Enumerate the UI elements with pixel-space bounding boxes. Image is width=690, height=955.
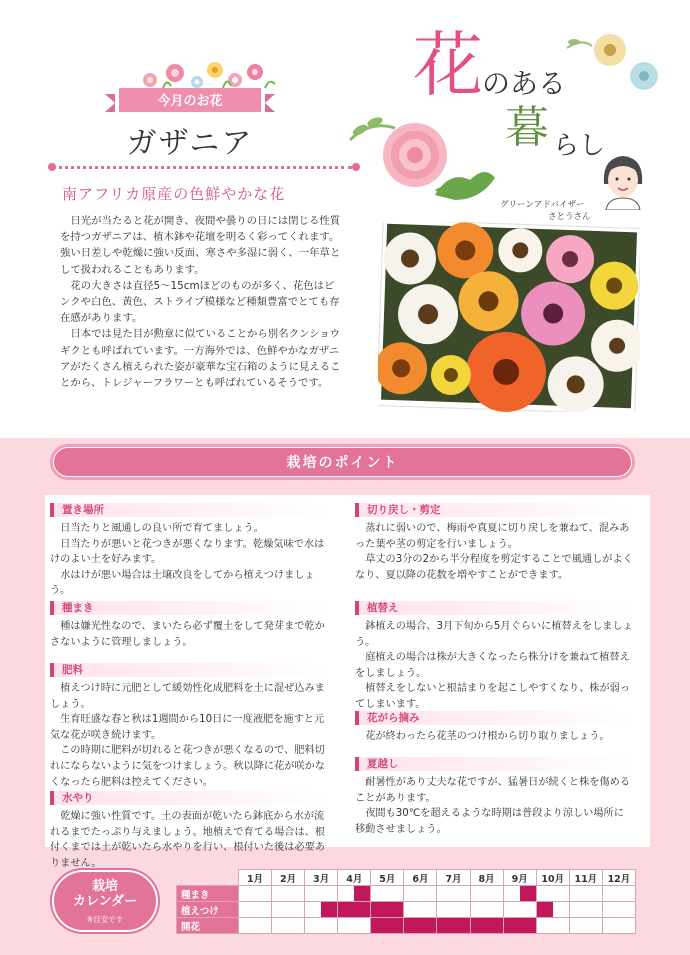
calendar-month-header: 4月 <box>338 870 371 886</box>
calendar-cell <box>371 918 404 934</box>
month-flower-ribbon <box>105 88 275 114</box>
calendar-cell <box>470 902 503 918</box>
calendar-cell <box>470 918 503 934</box>
section-body <box>355 775 633 837</box>
calendar-cell <box>371 902 404 918</box>
calendar-cell <box>470 886 503 902</box>
section-body <box>355 521 633 601</box>
advisor-role: グリーンアドバイザー <box>500 200 585 210</box>
title-noaru: のある <box>482 67 567 100</box>
flower-name-heading: ガザニア <box>126 126 254 161</box>
calendar-period-fill <box>371 918 403 933</box>
calendar-month-header: 2月 <box>272 870 305 886</box>
calendar-cell <box>272 902 305 918</box>
calendar-cell <box>569 886 602 902</box>
calendar-row <box>177 918 636 934</box>
calendar-cell <box>305 902 338 918</box>
points-left-column <box>50 503 328 871</box>
calendar-month-header: 3月 <box>305 870 338 886</box>
calendar-cell <box>437 886 470 902</box>
month-flower-label: 今月のお花 <box>157 94 223 109</box>
calendar-cell <box>404 886 437 902</box>
section-paragraph: 鉢植えの場合、3月下旬から5月ぐらいに植替えをしましょう。 <box>355 621 633 648</box>
calendar-month-header: 12月 <box>602 870 635 886</box>
section-paragraph: 草丈の3分の2から半分程度を剪定することで風通しがよくなり、夏以降の花数を増やすことができます。 <box>355 554 633 581</box>
calendar-cell <box>239 918 272 934</box>
calendar-badge-title: 栽培 <box>91 879 118 894</box>
calendar-month-header: 8月 <box>470 870 503 886</box>
calendar-cell <box>503 886 536 902</box>
section-paragraph: 日当たりと風通しの良い所で育てましょう。 <box>60 523 264 534</box>
calendar-period-fill <box>338 902 370 917</box>
section-paragraph: 夜間も30℃を超えるような時期は普段より涼しい場所に移動させましょう。 <box>355 808 624 835</box>
advisor-avatar <box>598 150 648 210</box>
calendar-cell <box>338 902 371 918</box>
calendar-cell <box>569 902 602 918</box>
calendar-cell <box>272 886 305 902</box>
calendar-month-header: 7月 <box>437 870 470 886</box>
calendar-month-header: 6月 <box>404 870 437 886</box>
calendar-month-header: 5月 <box>371 870 404 886</box>
calendar-period-fill <box>371 902 403 917</box>
section-paragraph: 植えつけ時に元肥として緩効性化成肥料を土に混ぜ込みましょう。 <box>50 683 325 710</box>
section-heading: 水やり <box>50 791 328 805</box>
calendar-period-fill <box>354 886 370 901</box>
calendar-row <box>177 902 636 918</box>
points-right-column <box>355 503 633 837</box>
section-paragraph: 蒸れに弱いので、梅雨や真夏に切り戻しを兼ねて、混みあった葉や茎の剪定を行いましょう。 <box>355 523 630 550</box>
section-heading: 花がら摘み <box>355 711 633 725</box>
calendar-badge <box>52 870 158 932</box>
calendar-cell <box>602 886 635 902</box>
calendar-cell <box>338 886 371 902</box>
section-paragraph: 乾燥に強い性質です。土の表面が乾いたら鉢底から水が流れるまでたっぷり与えましょう。地植えで育てる場合は、根付くまでは土が乾いたら水やりを行い、根付いた後は必要ありません。 <box>50 811 326 869</box>
section-body <box>355 729 633 757</box>
calendar-table <box>176 869 636 934</box>
advisor-name: さとうさん <box>548 212 591 222</box>
calendar-month-header: 10月 <box>536 870 569 886</box>
calendar-cell <box>239 902 272 918</box>
calendar-row-label: 開花 <box>177 918 239 934</box>
intro-subheading: 南アフリカ原産の色鮮やかな花 <box>62 185 286 203</box>
section-heading: 切り戻し・剪定 <box>355 503 633 517</box>
points-panel <box>45 495 650 869</box>
section-paragraph: 庭植えの場合は株が大きくなったら株分けを兼ねて植替えをしましょう。 <box>355 652 630 679</box>
calendar-badge-title: カレンダー <box>72 894 138 909</box>
intro-paragraph: 日光が当たると花が開き、夜間や曇りの日には閉じる性質を持つガザニアは、植木鉢や花壇を明るく彩ってくれます。強い日差しや乾燥に強い反面、寒さや多湿に弱く、一年草として扱われることもあります。 <box>60 215 341 276</box>
calendar-month-header: 9月 <box>503 870 536 886</box>
cultivation-calendar <box>176 869 636 935</box>
calendar-cell <box>404 918 437 934</box>
calendar-badge-note: ※目安です <box>86 915 124 924</box>
section-paragraph: 生育旺盛な春と秋は1週間から10日に一度液肥を施すと元気な花が咲き続けます。 <box>50 714 325 741</box>
calendar-period-fill <box>404 918 436 933</box>
calendar-cell <box>536 902 569 918</box>
calendar-row-label: 種まき <box>177 886 239 902</box>
section-paragraph: この時期に肥料が切れると花つきが悪くなるので、肥料切れにならないように気をつけましょう。秋以降に花が咲かなくなったら肥料は控えてください。 <box>50 745 326 788</box>
calendar-corner <box>177 870 239 886</box>
section-heading: 種まき <box>50 601 328 615</box>
calendar-cell <box>503 902 536 918</box>
section-paragraph: 植替えをしないと根詰まりを起こしやすくなり、株が弱ってしまいます。 <box>355 683 631 710</box>
section-paragraph: 種は嫌光性なので、まいたら必ず覆土をして発芽まで乾かさないように管理しましょう。 <box>50 621 325 648</box>
section-paragraph: 耐暑性があり丈夫な花ですが、猛暑日が続くと株を傷めることがあります。 <box>355 777 631 804</box>
calendar-cell <box>239 886 272 902</box>
calendar-period-fill <box>471 918 503 933</box>
calendar-period-fill <box>537 902 553 917</box>
intro-text <box>60 213 343 391</box>
title-kura: 暮 <box>505 102 549 153</box>
calendar-cell <box>503 918 536 934</box>
dried-flowers-illustration <box>562 28 662 98</box>
section-heading: 肥料 <box>50 663 328 677</box>
points-banner-label: 栽培のポイント <box>286 455 399 471</box>
calendar-cell <box>404 902 437 918</box>
intro-paragraph: 花の大きさは直径5〜15cmほどのものが多く、花色はピンクや白色、黄色、ストライプ模様など種類豊富でとても存在感があります。 <box>60 279 340 325</box>
calendar-cell <box>602 902 635 918</box>
calendar-cell <box>437 902 470 918</box>
section-heading: 夏越し <box>355 757 633 771</box>
calendar-cell <box>305 918 338 934</box>
calendar-cell <box>437 918 470 934</box>
calendar-cell <box>338 918 371 934</box>
section-heading: 置き場所 <box>50 503 328 517</box>
calendar-cell <box>305 886 338 902</box>
section-paragraph: 水はけが悪い場合は土壌改良をしてから植えつけましょう。 <box>50 569 315 597</box>
title-shi: らし <box>553 131 606 161</box>
calendar-cell <box>536 886 569 902</box>
calendar-cell <box>536 918 569 934</box>
calendar-month-header: 11月 <box>569 870 602 886</box>
calendar-row <box>177 886 636 902</box>
section-body <box>50 521 328 601</box>
calendar-period-fill <box>437 918 469 933</box>
section-body <box>50 619 328 663</box>
intro-paragraph: 日本では見た目が勲章に似ていることから別名クンショウギクとも呼ばれています。一方海外では、色鮮やかなガザニアがたくさん植えられた姿が豪華な宝石箱のように見えることから、トレジャーフラワーとも呼ばれているそうです。 <box>60 328 341 390</box>
calendar-cell <box>272 918 305 934</box>
calendar-cell <box>569 918 602 934</box>
section-paragraph: 日当たりが悪いと花つきが悪くなります。乾燥気味で水はけのよい土を好みます。 <box>50 538 325 566</box>
calendar-cell <box>602 918 635 934</box>
dotted-rule <box>52 166 352 169</box>
section-body <box>355 619 633 711</box>
title-hana: 花 <box>413 24 483 106</box>
calendar-row-label: 植えつけ <box>177 902 239 918</box>
calendar-period-fill <box>504 918 536 933</box>
section-heading: 植替え <box>355 601 633 615</box>
section-paragraph: 花が終わったら花茎のつけ根から切り取りましょう。 <box>365 731 610 742</box>
section-body <box>50 809 328 871</box>
points-banner <box>50 444 635 480</box>
leaf-illustration <box>430 160 500 205</box>
calendar-period-fill <box>520 886 536 901</box>
calendar-period-fill <box>321 902 337 917</box>
calendar-month-header: 1月 <box>239 870 272 886</box>
small-flowers-illustration <box>135 58 285 90</box>
section-body <box>50 681 328 791</box>
calendar-cell <box>371 886 404 902</box>
gazania-photo <box>378 222 640 412</box>
